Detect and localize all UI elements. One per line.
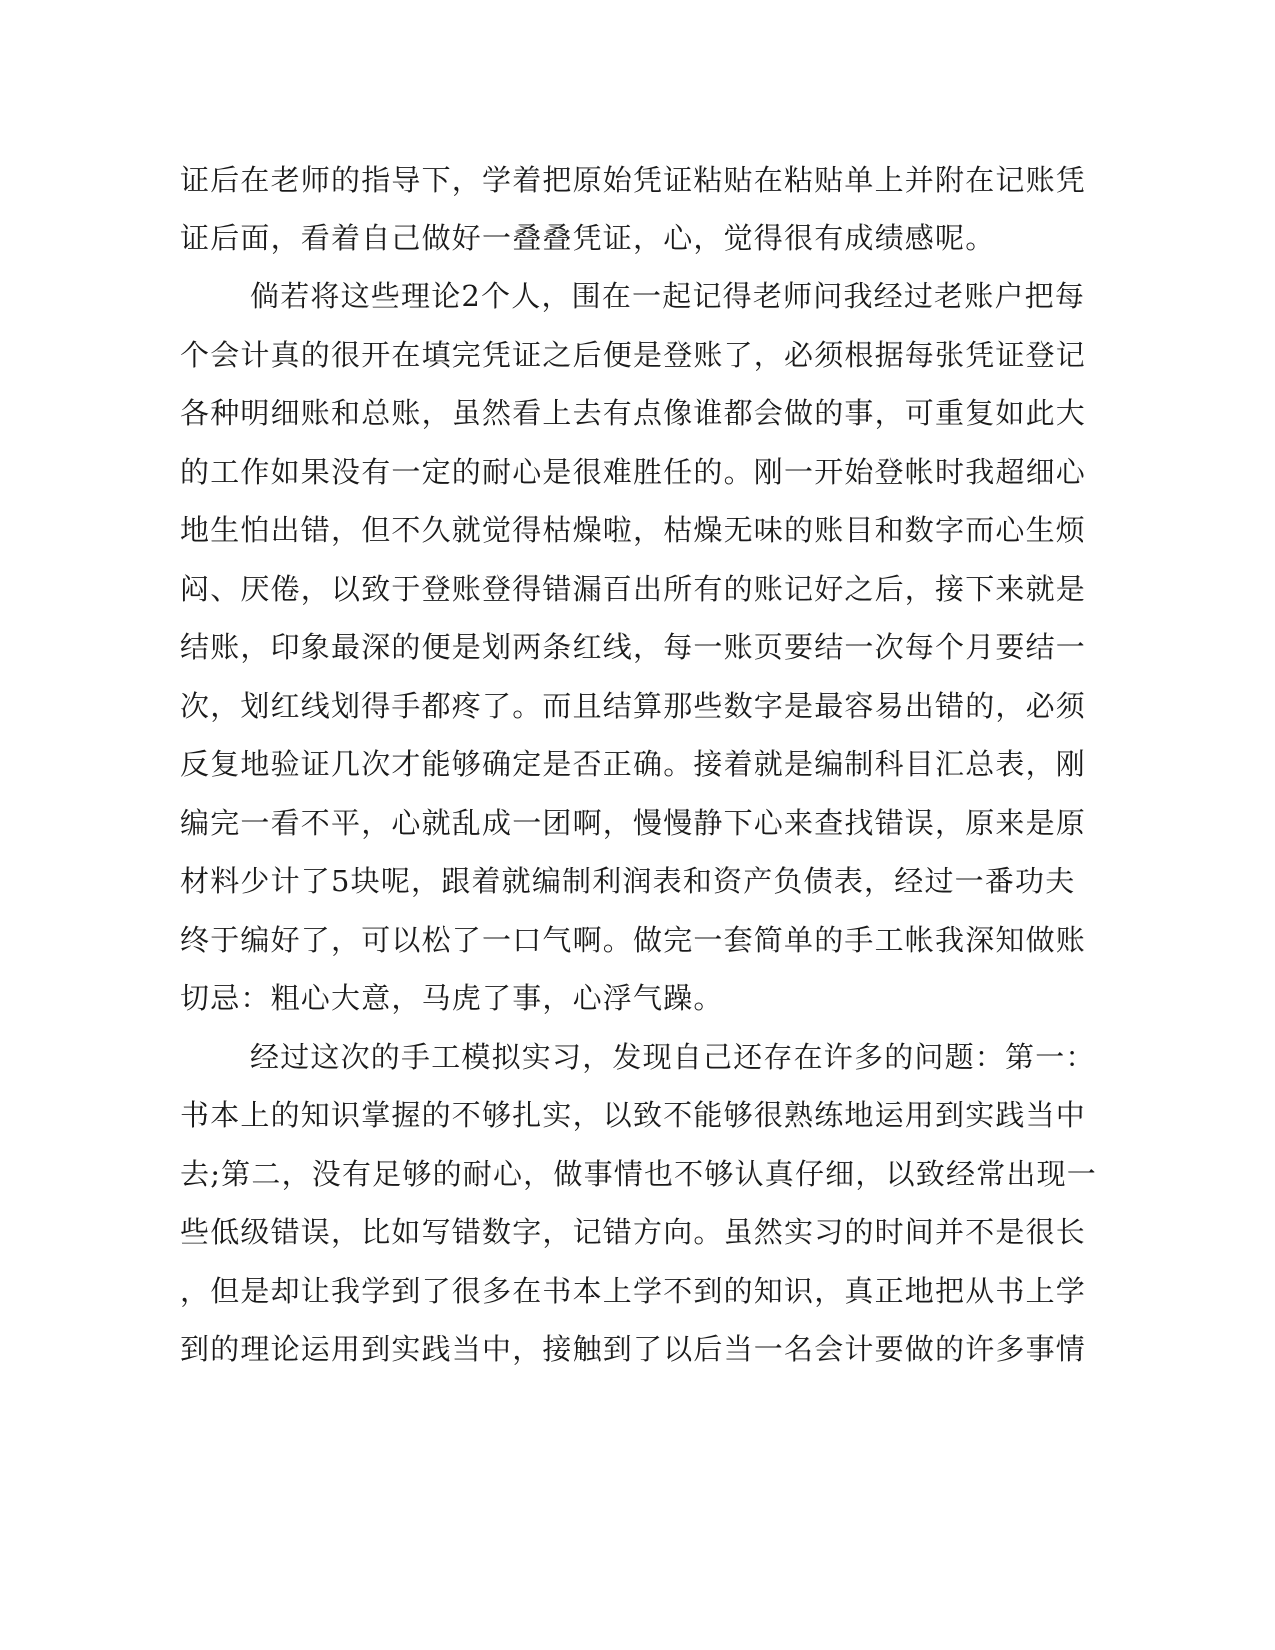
text-line-1: 证后在老师的指导下，学着把原始凭证粘贴在粘贴单上并附在记账凭: [180, 163, 1087, 197]
text-line-10: 次，划红线划得手都疼了。而且结算那些数字是最容易出错的，必须: [180, 689, 1087, 723]
text-line-19: 些低级错误，比如写错数字，记错方向。虽然实习的时间并不是很长: [180, 1215, 1087, 1249]
text-line-20: ，但是却让我学到了很多在书本上学不到的知识，真正地把从书上学: [180, 1274, 1087, 1308]
text-line-8: 闷、厌倦，以致于登账登得错漏百出所有的账记好之后，接下来就是: [180, 572, 1087, 606]
text-line-5: 各种明细账和总账，虽然看上去有点像谁都会做的事，可重复如此大: [180, 396, 1087, 430]
text-line-18: 去;第二，没有足够的耐心，做事情也不够认真仔细，以致经常出现一: [180, 1157, 1097, 1191]
text-line-2: 证后面，看着自己做好一叠叠凭证，心，觉得很有成绩感呢。: [180, 221, 996, 255]
text-line-3: 倘若将这些理论2个人，围在一起记得老师问我经过老账户把每: [250, 279, 1086, 313]
text-line-9: 结账，印象最深的便是划两条红线，每一账页要结一次每个月要结一: [180, 630, 1087, 664]
text-line-21: 到的理论运用到实践当中，接触到了以后当一名会计要做的许多事情: [180, 1332, 1087, 1366]
text-line-17: 书本上的知识掌握的不够扎实，以致不能够很熟练地运用到实践当中: [180, 1098, 1087, 1132]
text-line-4: 个会计真的很开在填完凭证之后便是登账了，必须根据每张凭证登记: [180, 338, 1087, 372]
text-line-14: 终于编好了，可以松了一口气啊。做完一套简单的手工帐我深知做账: [180, 923, 1087, 957]
text-line-7: 地生怕出错，但不久就觉得枯燥啦，枯燥无味的账目和数字而心生烦: [180, 513, 1087, 547]
text-line-12: 编完一看不平，心就乱成一团啊，慢慢静下心来查找错误，原来是原: [180, 806, 1087, 840]
text-line-16: 经过这次的手工模拟实习，发现自己还存在许多的问题：第一：: [250, 1040, 1096, 1074]
text-line-15: 切忌：粗心大意，马虎了事，心浮气躁。: [180, 981, 724, 1015]
text-line-6: 的工作如果没有一定的耐心是很难胜任的。刚一开始登帐时我超细心: [180, 455, 1087, 489]
text-line-13: 材料少计了5块呢，跟着就编制利润表和资产负债表，经过一番功夫: [180, 864, 1076, 898]
text-line-11: 反复地验证几次才能够确定是否正确。接着就是编制科目汇总表，刚: [180, 747, 1087, 781]
